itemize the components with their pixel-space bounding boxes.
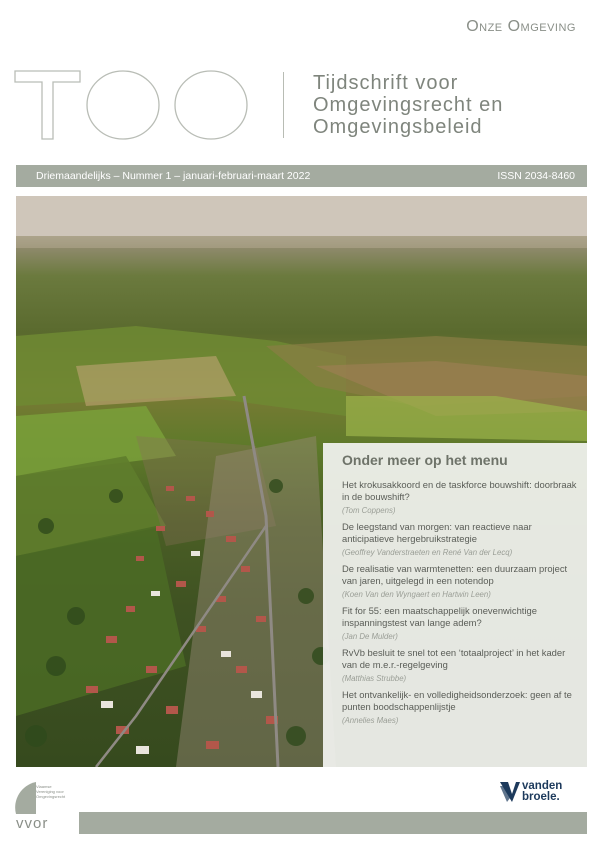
title-divider xyxy=(283,72,284,138)
list-item xyxy=(342,521,580,557)
article-author: (Jan De Mulder) xyxy=(342,632,398,641)
brand-name: Onze Omgeving xyxy=(466,18,576,35)
association-abbr: vvor xyxy=(16,815,49,832)
publisher-logo xyxy=(500,780,588,806)
article-author: (Annelies Maes) xyxy=(342,716,399,725)
footer-bar xyxy=(79,812,587,834)
menu-panel xyxy=(323,443,587,767)
article-title: Het krokusakkoord en de taskforce bouwshift: doorbraak in de bouwshift? xyxy=(342,479,577,502)
article-author: (Matthias Strubbe) xyxy=(342,674,407,683)
publisher-name: vanden broele. xyxy=(522,780,563,803)
list-item xyxy=(342,479,580,515)
list-item xyxy=(342,605,580,641)
too-logo xyxy=(14,70,248,140)
issue-info: Driemaandelijks – Nummer 1 – januari-februari-maart 2022 xyxy=(36,170,311,182)
association-name: Vlaamse Vereniging voor Omgevingsrecht xyxy=(36,784,66,799)
issn: ISSN 2034-8460 xyxy=(497,170,575,182)
article-title: De leegstand van morgen: van reactieve naar anticipatieve hergebruikstrategie xyxy=(342,521,532,544)
list-item xyxy=(342,647,580,683)
list-item xyxy=(342,689,580,725)
article-title: RvVb besluit te snel tot een ‘totaalproject’ in het kader van de m.e.r.-regelgeving xyxy=(342,647,566,670)
menu-list xyxy=(342,479,580,731)
menu-title: Onder meer op het menu xyxy=(342,452,508,468)
article-title: De realisatie van warmtenetten: een duurzaam project van jaren, uitgelegd in een notendop xyxy=(342,563,568,586)
article-author: (Tom Coppens) xyxy=(342,506,396,515)
article-title: Het ontvankelijk- en volledigheidsonderzoek: geen af te punten boodschappenlijstje xyxy=(342,689,572,712)
journal-title: Tijdschrift voor Omgevingsrecht en Omgevingsbeleid xyxy=(313,72,504,138)
article-author: (Geoffrey Vanderstraeten en René Van der Lecq) xyxy=(342,548,513,557)
article-author: (Koen Van den Wyngaert en Hartwin Leen) xyxy=(342,590,491,599)
publisher-mark-icon xyxy=(500,780,520,804)
list-item xyxy=(342,563,580,599)
info-bar xyxy=(16,165,587,187)
article-title: Fit for 55: een maatschappelijk onevenwichtige inspanningstest van lange adem? xyxy=(342,605,537,628)
